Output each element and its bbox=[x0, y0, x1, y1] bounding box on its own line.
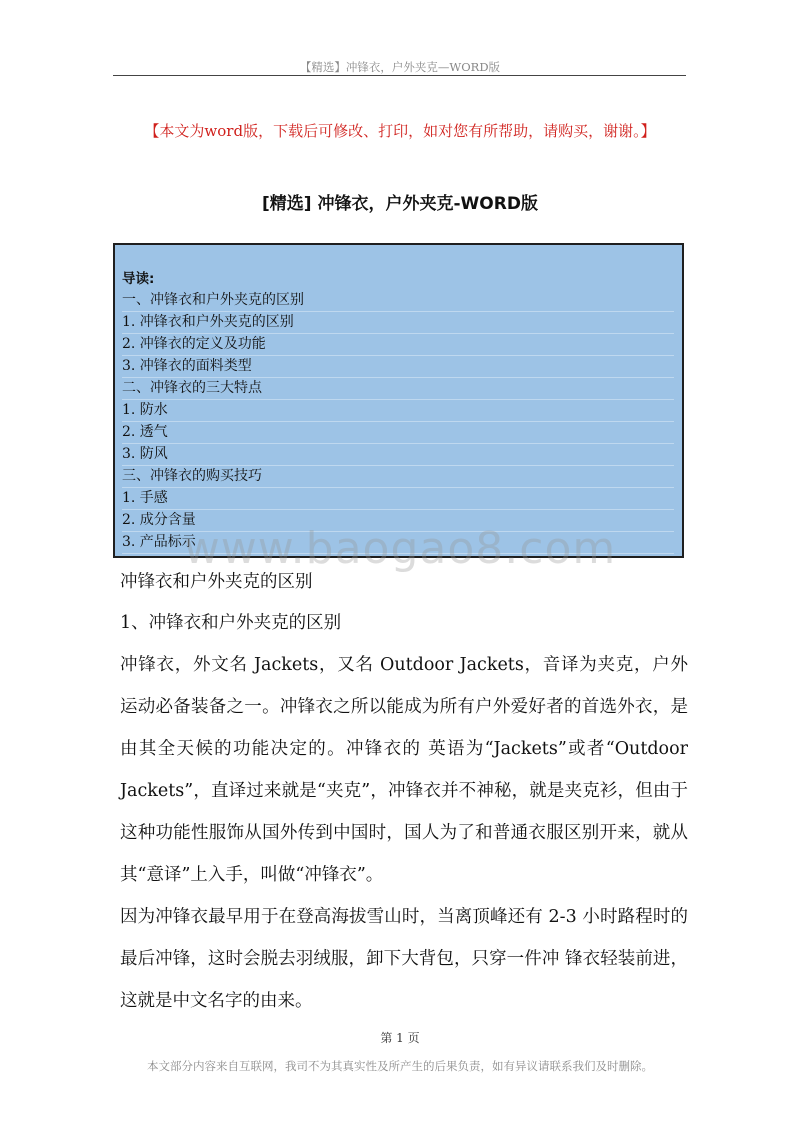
toc-item: 2. 透气 bbox=[122, 422, 674, 444]
toc-item: 1. 冲锋衣和户外夹克的区别 bbox=[122, 312, 674, 334]
toc-list bbox=[122, 269, 674, 554]
header-divider bbox=[113, 75, 686, 76]
watermark: www.baogao8.com bbox=[183, 523, 617, 574]
toc-item: 1. 防水 bbox=[122, 400, 674, 422]
paragraph: 冲锋衣，外文名 Jackets，又名 Outdoor Jackets，音译为夹克，户外运动必备装备之一。冲锋衣之所以能成为所有户外爱好者的首选外衣，是由其全天候的功能决定的。冲锋衣的 英语为“Jackets”或者“Outdoor Jackets”，直译过来就是“夹克”，冲锋衣并不神秘，就是夹克衫，但由于这种功能性服饰从国外传到中国时，国人为了和普通衣服区别开来，就从其“意译”上入手，叫做“冲锋衣”。 bbox=[120, 655, 688, 885]
page-footer: 本文部分内容来自互联网，我司不为其真实性及所产生的后果负责，如有异议请联系我们及时删除。 bbox=[147, 1059, 653, 1073]
page-number: 第 1 页 bbox=[380, 1031, 420, 1045]
page-header: 【精选】冲锋衣，户外夹克—WORD版 bbox=[299, 60, 501, 74]
download-notice: 【本文为word版，下载后可修改、打印，如对您有所帮助，请购买，谢谢。】 bbox=[144, 122, 656, 140]
toc-item: 2. 成分含量 bbox=[122, 510, 674, 532]
toc-item: 一、冲锋衣和户外夹克的区别 bbox=[122, 290, 674, 312]
toc-item: 3. 冲锋衣的面料类型 bbox=[122, 356, 674, 378]
table-of-contents bbox=[113, 243, 684, 558]
toc-item: 1. 手感 bbox=[122, 488, 674, 510]
toc-title: 导读: bbox=[122, 271, 155, 287]
toc-item: 二、冲锋衣的三大特点 bbox=[122, 378, 674, 400]
document-title: [精选] 冲锋衣，户外夹克-WORD版 bbox=[262, 194, 538, 214]
subsection-heading: 1、冲锋衣和户外夹克的区别 bbox=[120, 613, 342, 633]
toc-item: 3. 产品标示 bbox=[122, 532, 674, 554]
toc-item: 3. 防风 bbox=[122, 444, 674, 466]
toc-item: 三、冲锋衣的购买技巧 bbox=[122, 466, 674, 488]
body-content bbox=[120, 565, 688, 1022]
section-heading: 冲锋衣和户外夹克的区别 bbox=[120, 572, 313, 592]
paragraph: 因为冲锋衣最早用于在登高海拔雪山时，当离顶峰还有 2-3 小时路程时的最后冲锋，这时会脱去羽绒服，卸下大背包，只穿一件冲 锋衣轻装前进，这就是中文名字的由来。 bbox=[120, 907, 688, 1011]
toc-item: 2. 冲锋衣的定义及功能 bbox=[122, 334, 674, 356]
